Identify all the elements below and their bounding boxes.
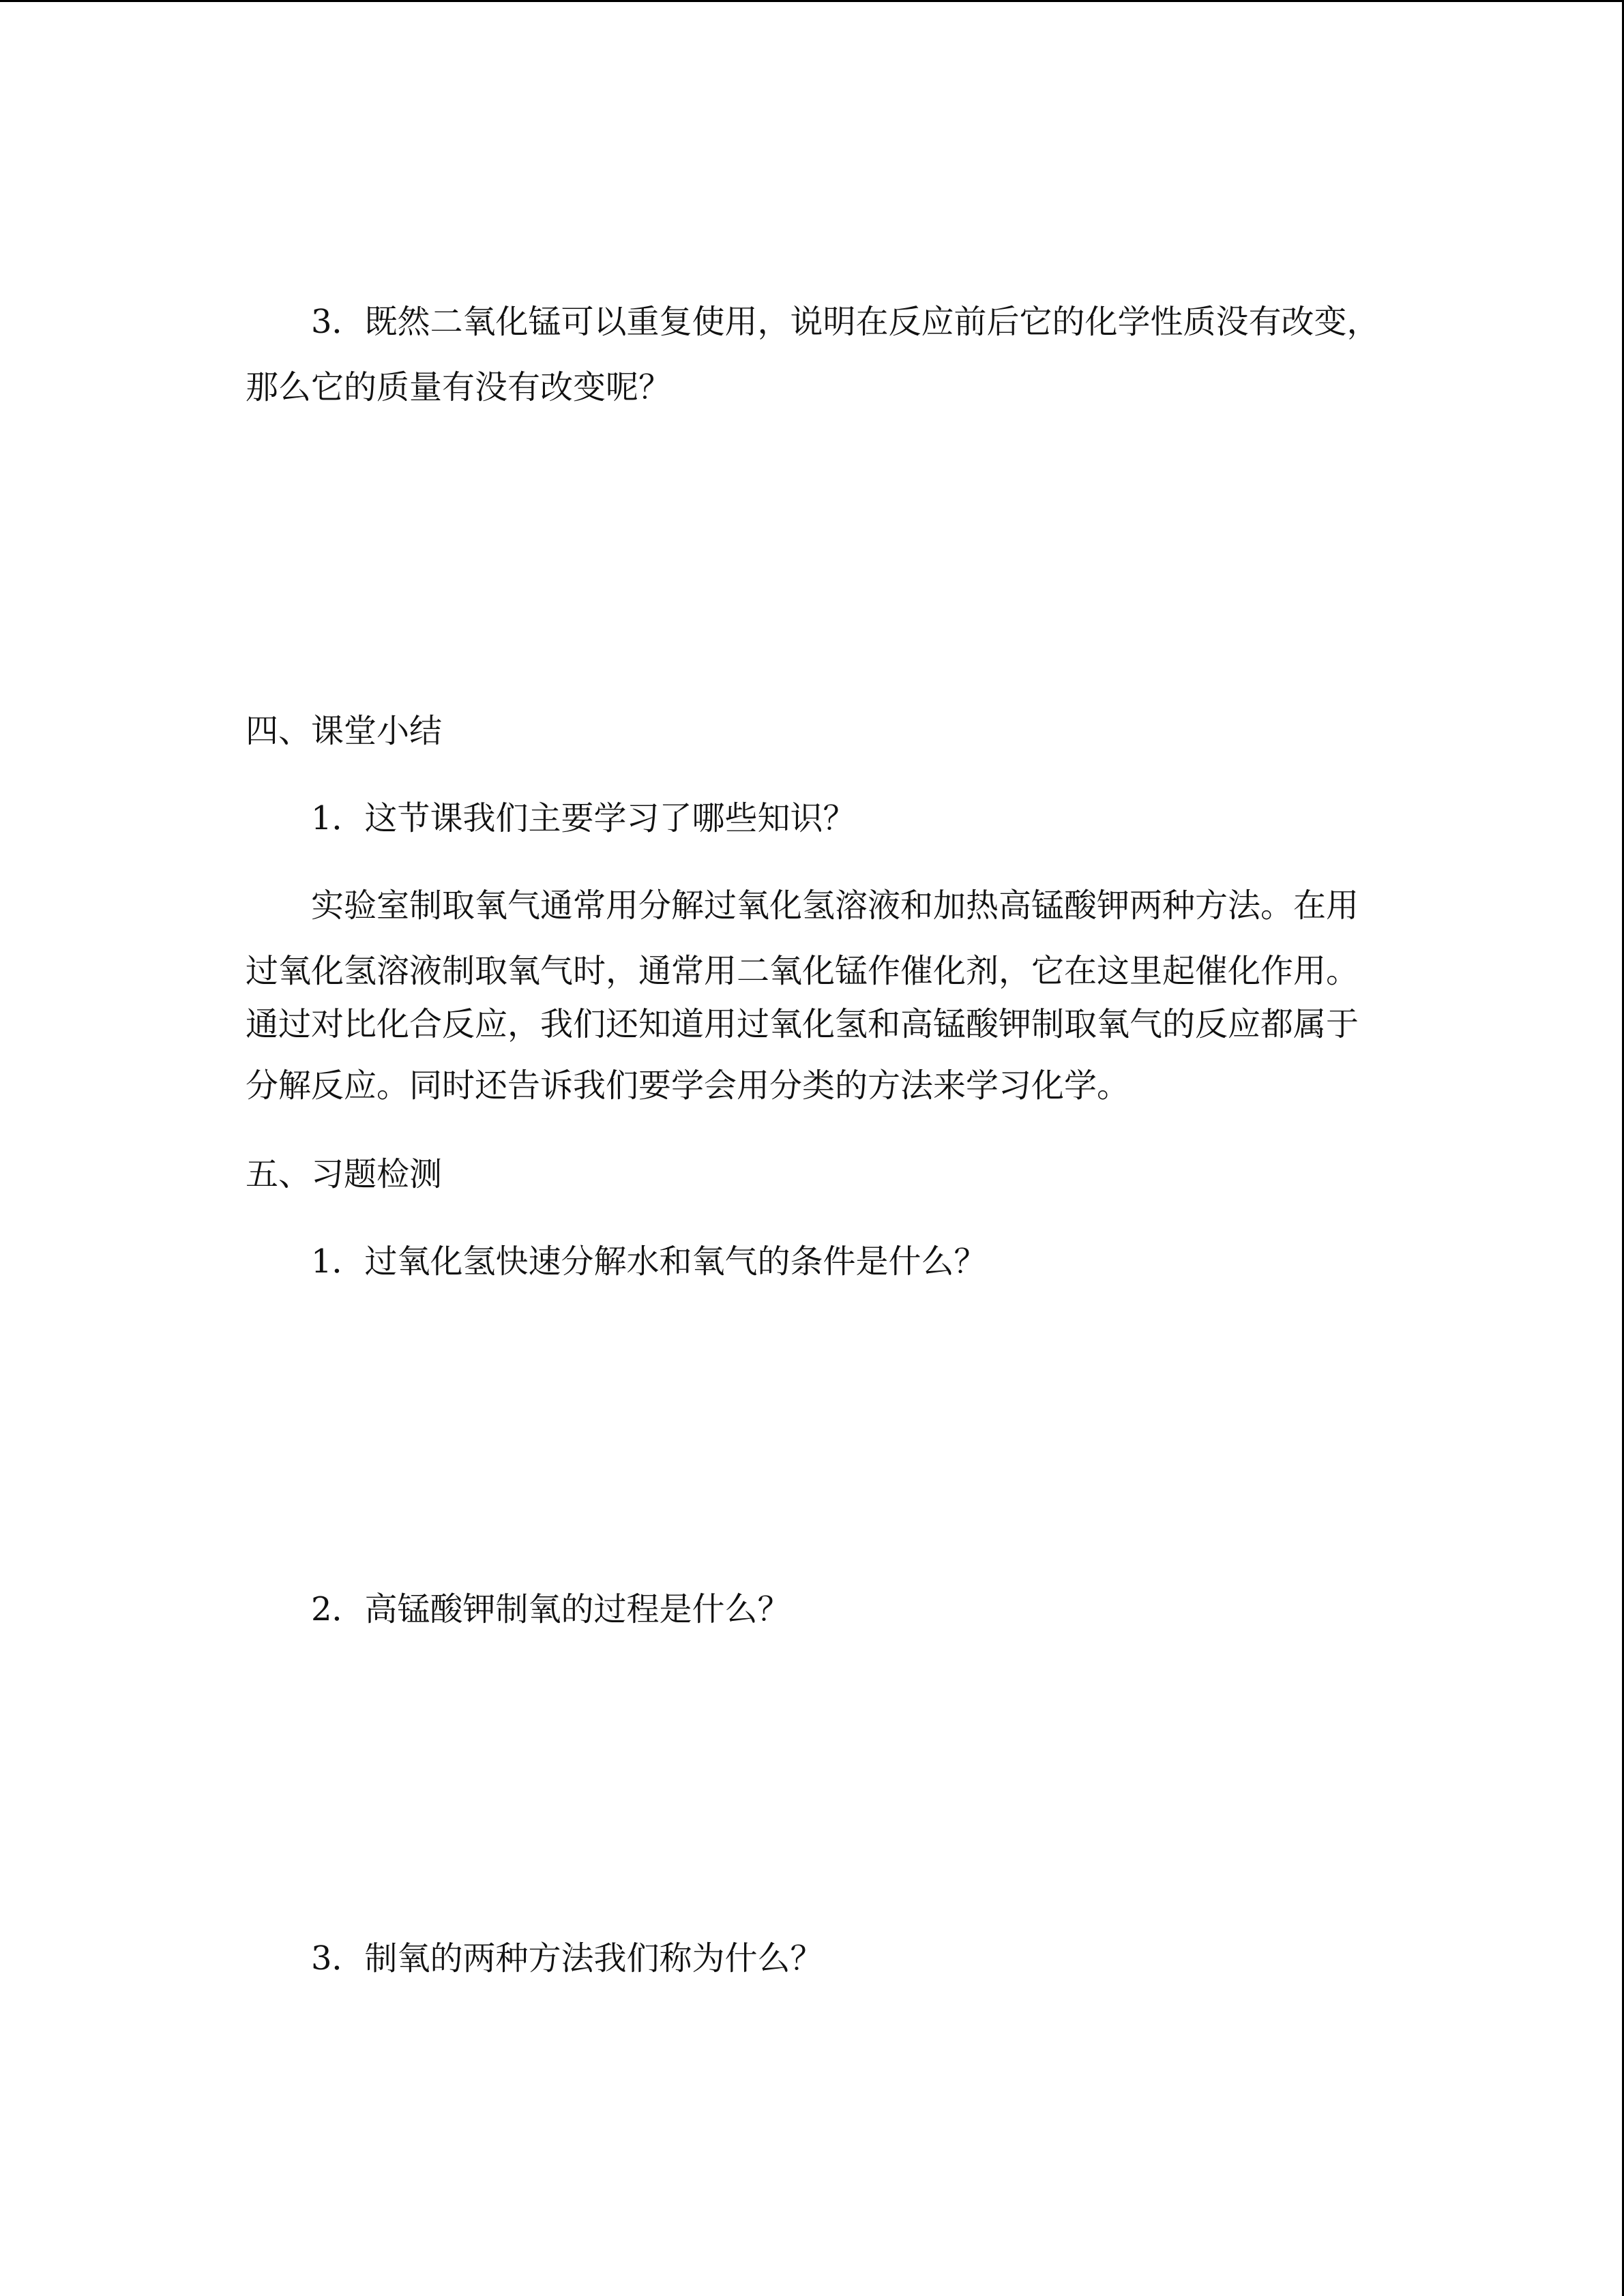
- summary-paragraph-line-2: 过氧化氢溶液制取氧气时，通常用二氧化锰作催化剂，它在这里起催化作用。: [246, 952, 1359, 990]
- question-3-line-2: 那么它的质量有没有改变呢？: [246, 368, 672, 406]
- summary-paragraph-line-1: 实验室制取氧气通常用分解过氧化氢溶液和加热高锰酸钾两种方法。在用: [311, 886, 1359, 925]
- summary-question-1: 1．这节课我们主要学习了哪些知识？: [311, 799, 856, 837]
- exercise-question-1: 1．过氧化氢快速分解水和氧气的条件是什么？: [311, 1242, 987, 1281]
- summary-paragraph-line-4: 分解反应。同时还告诉我们要学会用分类的方法来学习化学。: [246, 1067, 1130, 1105]
- section-4-heading: 四、课堂小结: [246, 712, 443, 750]
- question-3-line-1: 3．既然二氧化锰可以重复使用，说明在反应前后它的化学性质没有改变，: [311, 303, 1380, 341]
- summary-paragraph-line-3: 通过对比化合反应，我们还知道用过氧化氢和高锰酸钾制取氧气的反应都属于: [246, 1005, 1359, 1043]
- document-page: [246, 0, 1380, 2296]
- exercise-question-2: 2．高锰酸钾制氧的过程是什么？: [311, 1590, 791, 1628]
- exercise-question-3: 3．制氧的两种方法我们称为什么？: [311, 1939, 823, 1978]
- section-5-heading: 五、习题检测: [246, 1155, 443, 1193]
